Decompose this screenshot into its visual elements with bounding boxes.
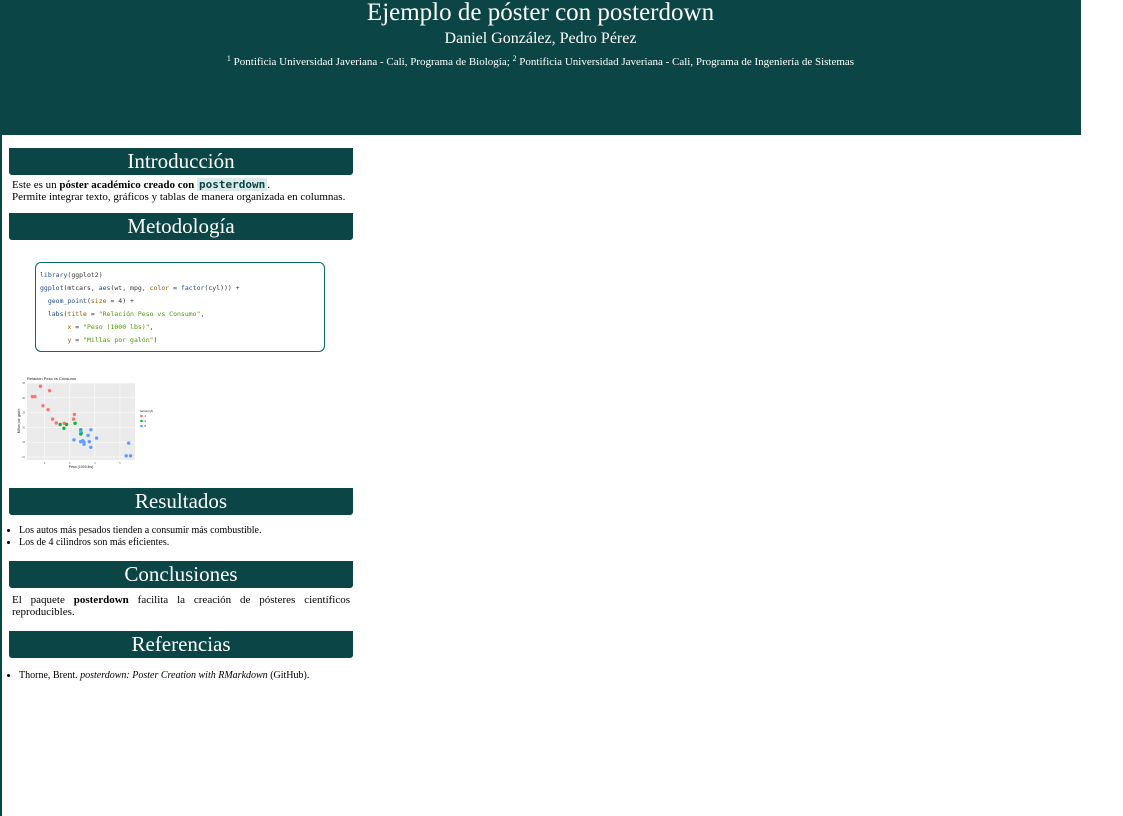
- intro-text-bold: póster académico creado con: [59, 179, 195, 191]
- conclusiones-text-pre: El paquete: [12, 594, 65, 606]
- legend-title: factor(cyl): [140, 409, 154, 413]
- y-tick-label: 15: [22, 441, 25, 445]
- conclusiones-paragraph: [12, 594, 350, 618]
- data-point-cyl-4: [39, 385, 42, 388]
- reference-source: (GitHub).: [270, 670, 310, 681]
- chart-title: Relación Peso vs Consumo: [27, 376, 77, 381]
- legend-swatch-8: [140, 425, 143, 428]
- data-point-cyl-6: [62, 427, 65, 430]
- section-heading-resultados: Resultados: [9, 488, 353, 515]
- data-point-cyl-8: [95, 436, 98, 439]
- data-point-cyl-4: [41, 404, 44, 407]
- x-tick-label: 4: [94, 462, 96, 465]
- legend-label-8: 8: [144, 425, 146, 428]
- code-line-3: geom_point(size = 4) +: [47, 297, 134, 305]
- reference-author: Thorne, Brent.: [19, 670, 78, 681]
- poster-authors: Daniel González, Pedro Pérez: [444, 30, 637, 47]
- legend-label-6: 6: [144, 420, 146, 423]
- data-point-cyl-8: [86, 434, 89, 437]
- affil-1-number: 1: [226, 54, 231, 63]
- code-line-2: ggplot(mtcars, aes(wt, mpg, color = factor(cyl))) +: [40, 284, 240, 292]
- x-tick-label: 2: [43, 462, 46, 465]
- data-point-cyl-6: [65, 423, 68, 426]
- data-point-cyl-8: [129, 454, 132, 457]
- section-heading-introduccion: Introducción: [9, 148, 353, 175]
- poster-header: [0, 0, 1081, 135]
- legend-swatch-6: [140, 420, 143, 423]
- intro-text-period: .: [267, 179, 271, 191]
- scatter-plot: [13, 374, 163, 470]
- code-line-5: x = "Peso (1000 lbs)",: [67, 323, 154, 331]
- list-item: • Los de 4 cilindros son más eficientes.: [19, 537, 353, 549]
- section-heading-metodologia: Metodología: [9, 213, 353, 240]
- section-heading-conclusiones: Conclusiones: [9, 561, 353, 588]
- data-point-cyl-8: [79, 440, 82, 443]
- data-point-cyl-4: [46, 408, 49, 411]
- y-tick-label: 30: [22, 396, 25, 400]
- code-line-1: library(ggplot2): [40, 271, 103, 279]
- affil-1-text: Pontificia Universidad Javeriana - Cali, Programa de Biología;: [233, 56, 510, 68]
- affil-2-number: 2: [512, 54, 517, 63]
- data-point-cyl-8: [89, 428, 92, 431]
- legend: [140, 409, 153, 428]
- data-point-cyl-8: [125, 454, 128, 457]
- data-point-cyl-8: [79, 430, 82, 433]
- section-heading-referencias: Referencias: [9, 631, 353, 658]
- list-item: • Los autos más pesados tienden a consumir más combustible.: [19, 525, 353, 537]
- data-point-cyl-4: [31, 395, 34, 398]
- poster-column-1: [9, 148, 353, 682]
- data-point-cyl-4: [73, 413, 76, 416]
- data-point-cyl-4: [55, 421, 58, 424]
- data-point-cyl-8: [72, 438, 75, 441]
- data-point-cyl-8: [82, 441, 85, 444]
- intro-paragraph: [12, 179, 350, 203]
- conclusiones-text-post: facilita la creación de pósteres científicos reproducibles.: [12, 594, 351, 618]
- poster-title: Ejemplo de póster con posterdown: [366, 0, 715, 26]
- y-tick-label: 10: [22, 456, 25, 460]
- data-point-cyl-8: [127, 441, 130, 444]
- plot-panel: [27, 383, 135, 460]
- y-tick-label: 25: [22, 411, 25, 415]
- data-point-cyl-4: [72, 417, 75, 420]
- y-tick-label: 35: [22, 382, 25, 385]
- data-point-cyl-4: [48, 389, 51, 392]
- data-point-cyl-8: [89, 446, 92, 449]
- y-axis-label: Millas por galón: [17, 408, 21, 434]
- data-point-cyl-4: [51, 417, 54, 420]
- posterdown-code-inline: posterdown: [199, 178, 266, 191]
- code-line-6: y = "Millas por galón"): [67, 336, 158, 344]
- reference-title: posterdown: Poster Creation with RMarkdown: [80, 670, 268, 681]
- data-point-cyl-8: [88, 440, 91, 443]
- reference-item: [19, 670, 353, 682]
- legend-swatch-4: [140, 415, 143, 418]
- code-block: [35, 262, 325, 352]
- code-line-4: labs(title = "Relación Peso vs Consumo",: [47, 310, 205, 318]
- x-axis-label: Peso (1000 lbs): [68, 465, 94, 469]
- x-tick-label: 5: [119, 462, 121, 465]
- data-point-cyl-6: [58, 423, 61, 426]
- intro-text-pre: Este es un: [12, 179, 57, 191]
- referencias-list: [9, 670, 353, 682]
- poster-affiliations: [0, 52, 1081, 69]
- affil-2-text: Pontificia Universidad Javeriana - Cali, Programa de Ingeniería de Sistemas: [519, 56, 855, 68]
- intro-text-line2: Permite integrar texto, gráficos y tablas de manera organizada en columnas.: [12, 191, 346, 203]
- conclusiones-text-bold: posterdown: [73, 594, 129, 606]
- legend-label-4: 4: [144, 415, 146, 418]
- y-tick-label: 20: [22, 426, 25, 430]
- x-tick-label: 3: [69, 462, 71, 465]
- resultados-list: [9, 525, 353, 549]
- data-point-cyl-6: [73, 422, 76, 425]
- y-ticks: [22, 382, 25, 459]
